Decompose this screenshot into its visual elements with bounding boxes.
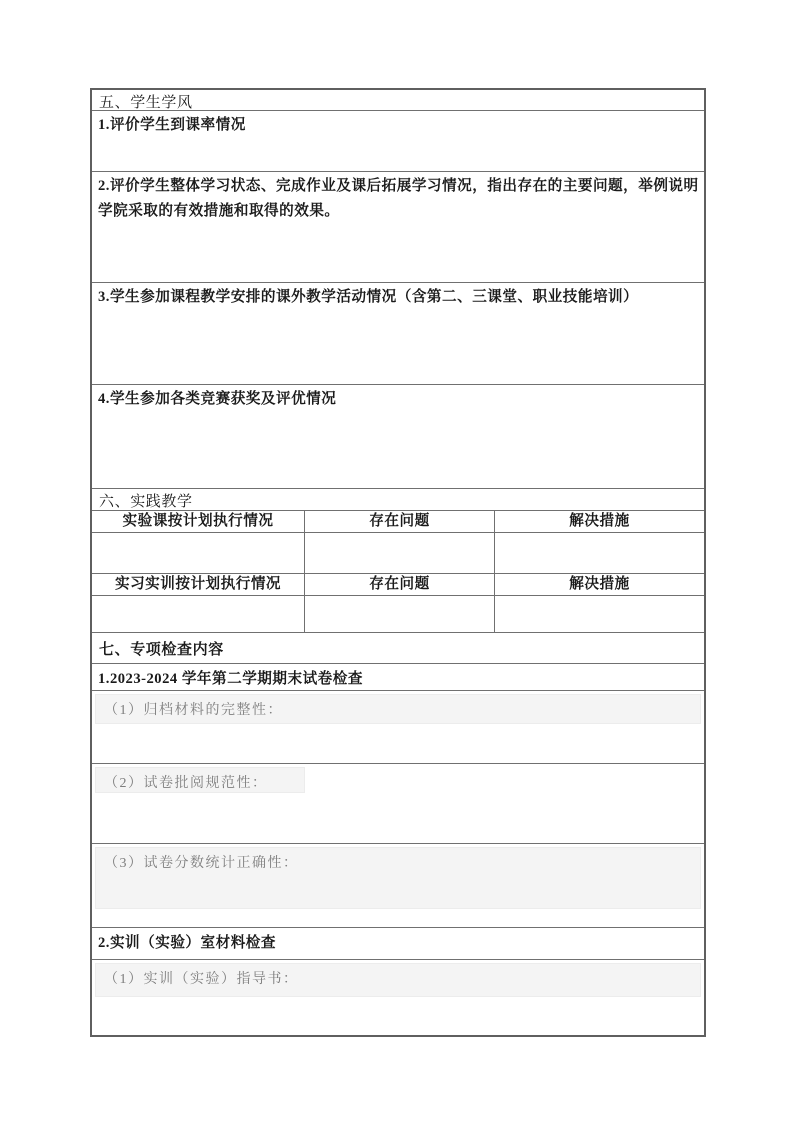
section5-title: 五、学生学风 [92, 90, 704, 111]
solutions-input-1[interactable] [495, 533, 704, 573]
experiment-plan-header: 实验课按计划执行情况 [92, 511, 305, 532]
internship-plan-input[interactable] [92, 596, 305, 632]
exam-score-accuracy-field[interactable]: （3）试卷分数统计正确性： [95, 847, 701, 909]
practice-table2-value-row [92, 596, 704, 633]
practice-table1-header-row [92, 511, 704, 533]
section5-item-4[interactable]: 4.学生参加各类竞赛获奖及评优情况 [92, 385, 704, 489]
section5-item-3[interactable]: 3.学生参加课程教学安排的课外教学活动情况（含第二、三课堂、职业技能培训） [92, 283, 704, 385]
internship-plan-header: 实习实训按计划执行情况 [92, 574, 305, 595]
exam-archive-completeness-field[interactable]: （1）归档材料的完整性： [95, 694, 701, 724]
section7-title: 七、专项检查内容 [92, 633, 704, 664]
solutions-input-2[interactable] [495, 596, 704, 632]
section6-title: 六、实践教学 [92, 489, 704, 511]
existing-problems-input-1[interactable] [305, 533, 495, 573]
inspection-form-table [90, 88, 706, 1037]
section7-sub2-title: 2.实训（实验）室材料检查 [92, 928, 704, 960]
exam-marking-standard-row [92, 764, 704, 844]
section5-item-2[interactable]: 2.评价学生整体学习状态、完成作业及课后拓展学习情况，指出存在的主要问题，举例说明学院采取的有效措施和取得的效果。 [92, 172, 704, 283]
training-guidebook-field[interactable]: （1）实训（实验）指导书： [95, 963, 701, 997]
experiment-plan-input[interactable] [92, 533, 305, 573]
section5-item-1[interactable]: 1.评价学生到课率情况 [92, 111, 704, 172]
solutions-header-1: 解决措施 [569, 513, 630, 529]
exam-score-accuracy-row [92, 844, 704, 928]
existing-problems-header-2: 存在问题 [305, 574, 495, 595]
practice-table2-header-row [92, 574, 704, 596]
training-guidebook-row [92, 960, 704, 1034]
exam-archive-completeness-row [92, 691, 704, 764]
existing-problems-input-2[interactable] [305, 596, 495, 632]
practice-table1-value-row [92, 533, 704, 574]
existing-problems-header-1: 存在问题 [305, 511, 495, 532]
exam-marking-standard-field[interactable]: （2）试卷批阅规范性： [95, 767, 305, 793]
solutions-header-2: 解决措施 [569, 576, 630, 592]
section7-sub1-title: 1.2023-2024 学年第二学期期末试卷检查 [92, 664, 704, 691]
